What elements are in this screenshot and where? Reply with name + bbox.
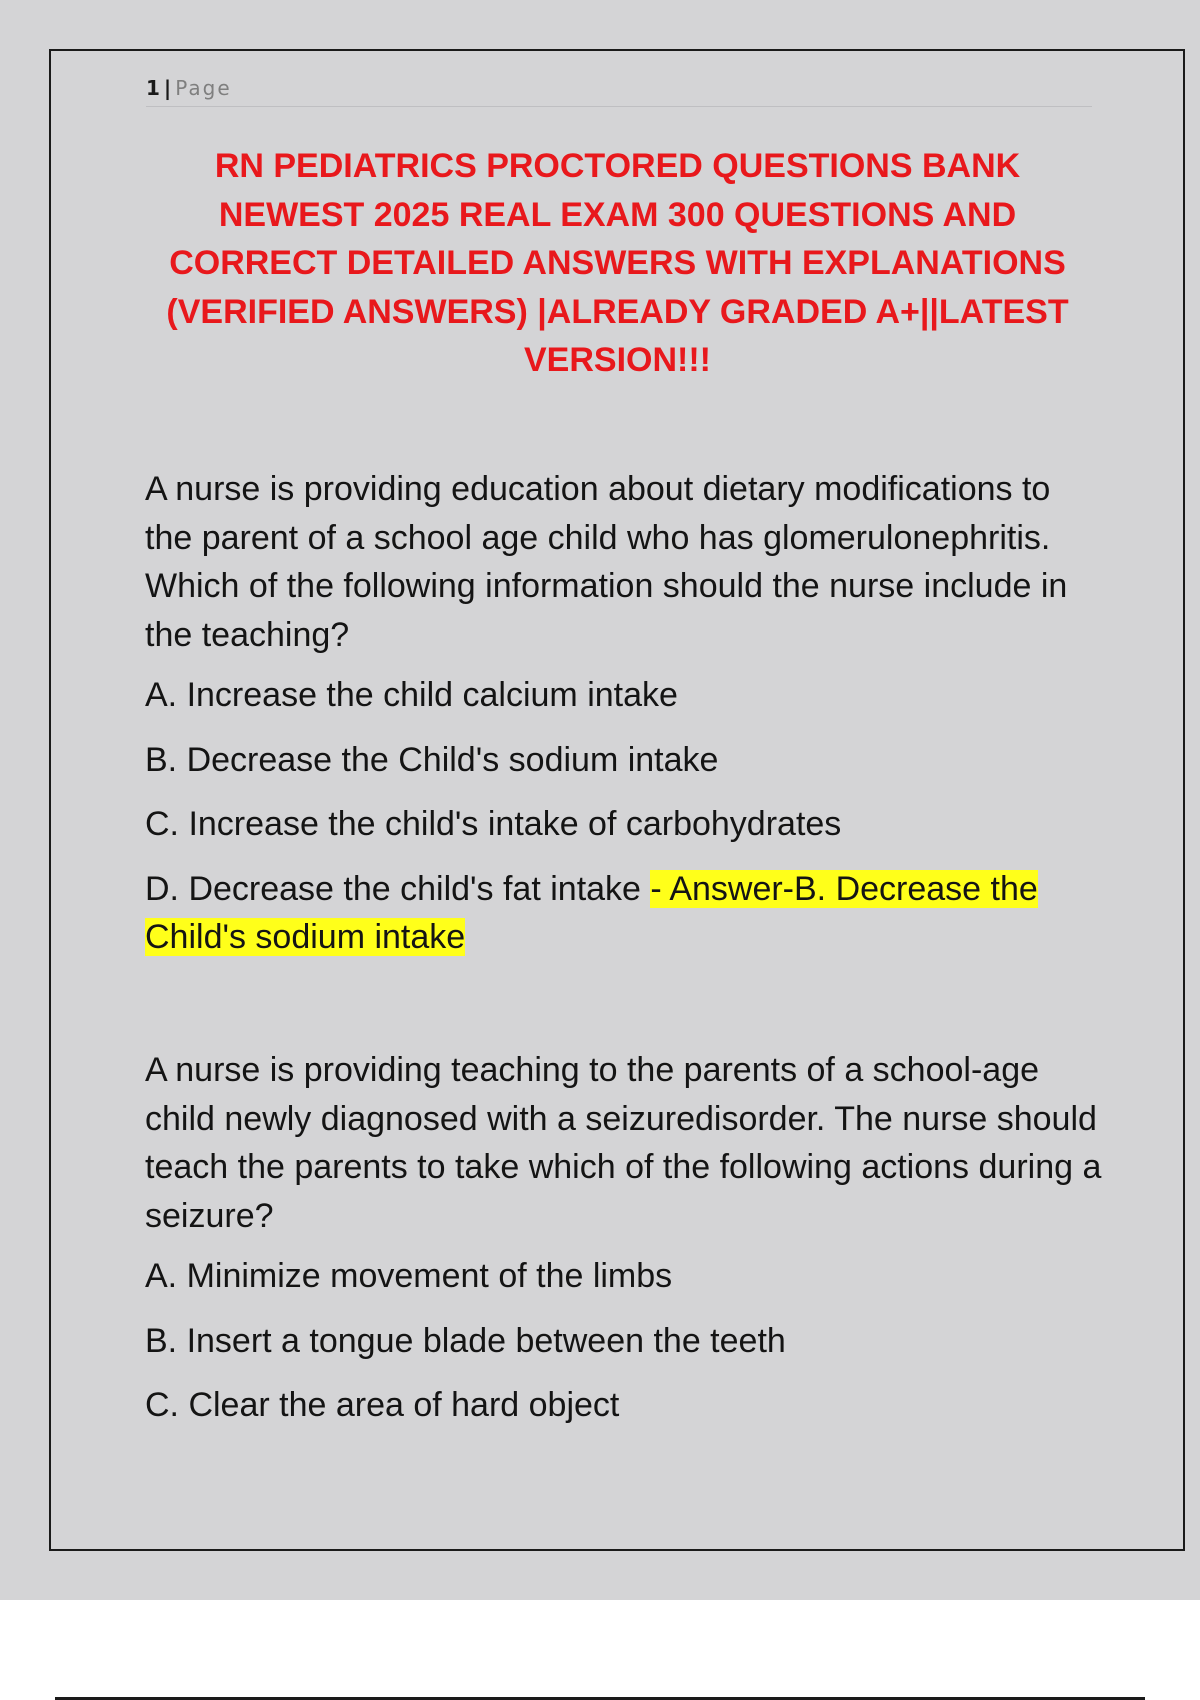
document-title: RN PEDIATRICS PROCTORED QUESTIONS BANK NEWEST 2025 REAL EXAM 300 QUESTIONS AND CORRECT DETAILED ANSWERS WITH EXPLANATIONS (VERIFIED ANSWERS) |ALREADY GRADED A+||LATEST VERSION!!! [166,147,1069,379]
answer-option-c: C. Increase the child's intake of carbohydrates [145,805,842,843]
answer-option-c: C. Clear the area of hard object [145,1386,620,1424]
page-label: Page [175,76,232,100]
question-stem: A nurse is providing education about dietary modifications to the parent of a school age child who has glomerulonephritis. Which of the following information should the nurse include in the teaching? [145,470,1068,654]
answer-option-a: A. Minimize movement of the limbs [145,1257,673,1295]
question-stem: A nurse is providing teaching to the parents of a school-age child newly diagnosed with a seizuredisorder. The nurse should teach the parents to take which of the following actions during a seizure? [145,1051,1102,1235]
answer-option-d: D. Decrease the child's fat intake [145,869,641,908]
question-2 [145,1046,1105,1430]
page-separator: | [163,76,172,100]
answer-option-b: B. Decrease the Child's sodium intake [145,740,719,779]
page-number: 1 [146,76,160,100]
correct-answer-highlight: - Answer-B. Decrease the Child's sodium intake [145,869,1038,956]
page-header [146,74,1092,107]
answer-option-b: B. Insert a tongue blade between the teeth [145,1321,786,1360]
answer-option-d-with-answer [145,865,1105,962]
question-1 [145,465,1105,962]
answer-option-a: A. Increase the child calcium intake [145,676,678,714]
